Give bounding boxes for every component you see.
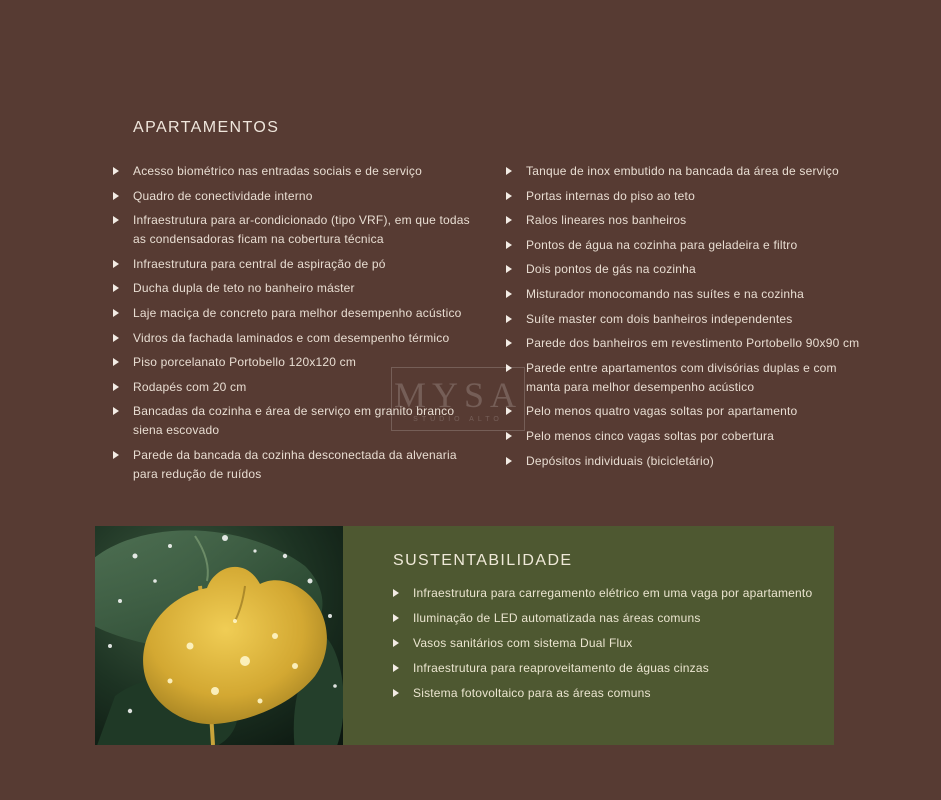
list-item-text: Pelo menos quatro vagas soltas por apartamento [526, 404, 798, 419]
watermark-logo-subtext: STUDIO ALTO [413, 415, 503, 423]
triangle-right-icon [113, 334, 119, 342]
list-item [506, 427, 866, 446]
list-item-text: Infraestrutura para ar-condicionado (tipo VRF), em que todas as condensadoras ficam na cobertura técnica [133, 213, 470, 247]
list-item-text: Dois pontos de gás na cozinha [526, 262, 696, 277]
list-item [506, 334, 866, 353]
list-item [393, 609, 823, 628]
list-item [506, 260, 866, 279]
triangle-right-icon [113, 451, 119, 459]
list-item-text: Infraestrutura para carregamento elétrico em uma vaga por apartamento [413, 586, 813, 600]
list-item [113, 446, 485, 484]
triangle-right-icon [393, 614, 399, 622]
triangle-right-icon [113, 358, 119, 366]
triangle-right-icon [113, 216, 119, 224]
list-item [113, 304, 485, 323]
list-item [506, 236, 866, 255]
list-item [393, 634, 823, 653]
list-item [506, 187, 866, 206]
triangle-right-icon [393, 664, 399, 672]
triangle-right-icon [506, 432, 512, 440]
apartamentos-title: APARTAMENTOS [133, 119, 280, 136]
triangle-right-icon [393, 639, 399, 647]
list-item [113, 187, 485, 206]
list-item-text: Pelo menos cinco vagas soltas por cobertura [526, 428, 775, 443]
list-item [393, 584, 823, 603]
list-item [506, 211, 866, 230]
list-item [506, 452, 866, 471]
list-item [506, 310, 866, 329]
list-item-text: Ralos lineares nos banheiros [526, 213, 687, 228]
list-item-text: Sistema fotovoltaico para as áreas comuns [413, 686, 651, 700]
triangle-right-icon [113, 192, 119, 200]
sustentabilidade-title: SUSTENTABILIDADE [393, 552, 573, 569]
list-item-text: Parede da bancada da cozinha desconectada da alvenaria para redução de ruídos [133, 447, 457, 481]
triangle-right-icon [393, 589, 399, 597]
list-item-text: Bancadas da cozinha e área de serviço em granito branco siena escovado [133, 404, 455, 438]
triangle-right-icon [506, 457, 512, 465]
list-item-text: Vasos sanitários com sistema Dual Flux [413, 636, 633, 650]
list-item-text: Vidros da fachada laminados e com desempenho térmico [133, 330, 450, 345]
list-item [113, 211, 485, 249]
apartamentos-list-left [113, 162, 485, 490]
list-item-text: Piso porcelanato Portobello 120x120 cm [133, 355, 357, 370]
list-item [506, 285, 866, 304]
list-item [113, 279, 485, 298]
list-item-text: Parede dos banheiros em revestimento Portobello 90x90 cm [526, 336, 860, 351]
triangle-right-icon [506, 167, 512, 175]
triangle-right-icon [506, 290, 512, 298]
leaf-photo [95, 526, 343, 745]
list-item [393, 684, 823, 703]
list-item-text: Depósitos individuais (bicicletário) [526, 453, 714, 468]
list-item [113, 162, 485, 181]
triangle-right-icon [506, 315, 512, 323]
list-item-text: Parede entre apartamentos com divisórias duplas e com manta para melhor desempenho acústico [526, 360, 837, 394]
list-item-text: Acesso biométrico nas entradas sociais e de serviço [133, 164, 423, 178]
list-item [506, 162, 866, 181]
list-item-text: Infraestrutura para central de aspiração de pó [133, 256, 386, 271]
list-item-text: Iluminação de LED automatizada nas áreas comuns [413, 611, 701, 625]
triangle-right-icon [506, 265, 512, 273]
watermark-logo [391, 367, 525, 431]
triangle-right-icon [113, 383, 119, 391]
list-item [113, 329, 485, 348]
list-item-text: Misturador monocomando nas suítes e na cozinha [526, 286, 805, 301]
triangle-right-icon [113, 260, 119, 268]
list-item-text: Quadro de conectividade interno [133, 188, 313, 203]
triangle-right-icon [506, 339, 512, 347]
list-item-text: Pontos de água na cozinha para geladeira e filtro [526, 237, 798, 252]
triangle-right-icon [113, 167, 119, 175]
watermark-logo-text: MYSA [393, 374, 523, 415]
triangle-right-icon [113, 309, 119, 317]
list-item [113, 255, 485, 274]
list-item [393, 659, 823, 678]
triangle-right-icon [113, 284, 119, 292]
triangle-right-icon [506, 192, 512, 200]
triangle-right-icon [506, 216, 512, 224]
triangle-right-icon [506, 241, 512, 249]
list-item-text: Suíte master com dois banheiros independentes [526, 311, 793, 326]
list-item-text: Laje maciça de concreto para melhor desempenho acústico [133, 305, 462, 320]
list-item [506, 359, 866, 397]
list-item-text: Ducha dupla de teto no banheiro máster [133, 281, 355, 296]
triangle-right-icon [393, 689, 399, 697]
list-item-text: Rodapés com 20 cm [133, 379, 247, 394]
list-item-text: Infraestrutura para reaproveitamento de águas cinzas [413, 661, 709, 675]
list-item [506, 402, 866, 421]
list-item-text: Tanque de inox embutido na bancada da área de serviço [526, 164, 839, 178]
list-item-text: Portas internas do piso ao teto [526, 188, 695, 203]
apartamentos-list-right [506, 162, 866, 476]
triangle-right-icon [113, 407, 119, 415]
sustentabilidade-list [393, 584, 823, 709]
sustentabilidade-panel [343, 526, 834, 745]
